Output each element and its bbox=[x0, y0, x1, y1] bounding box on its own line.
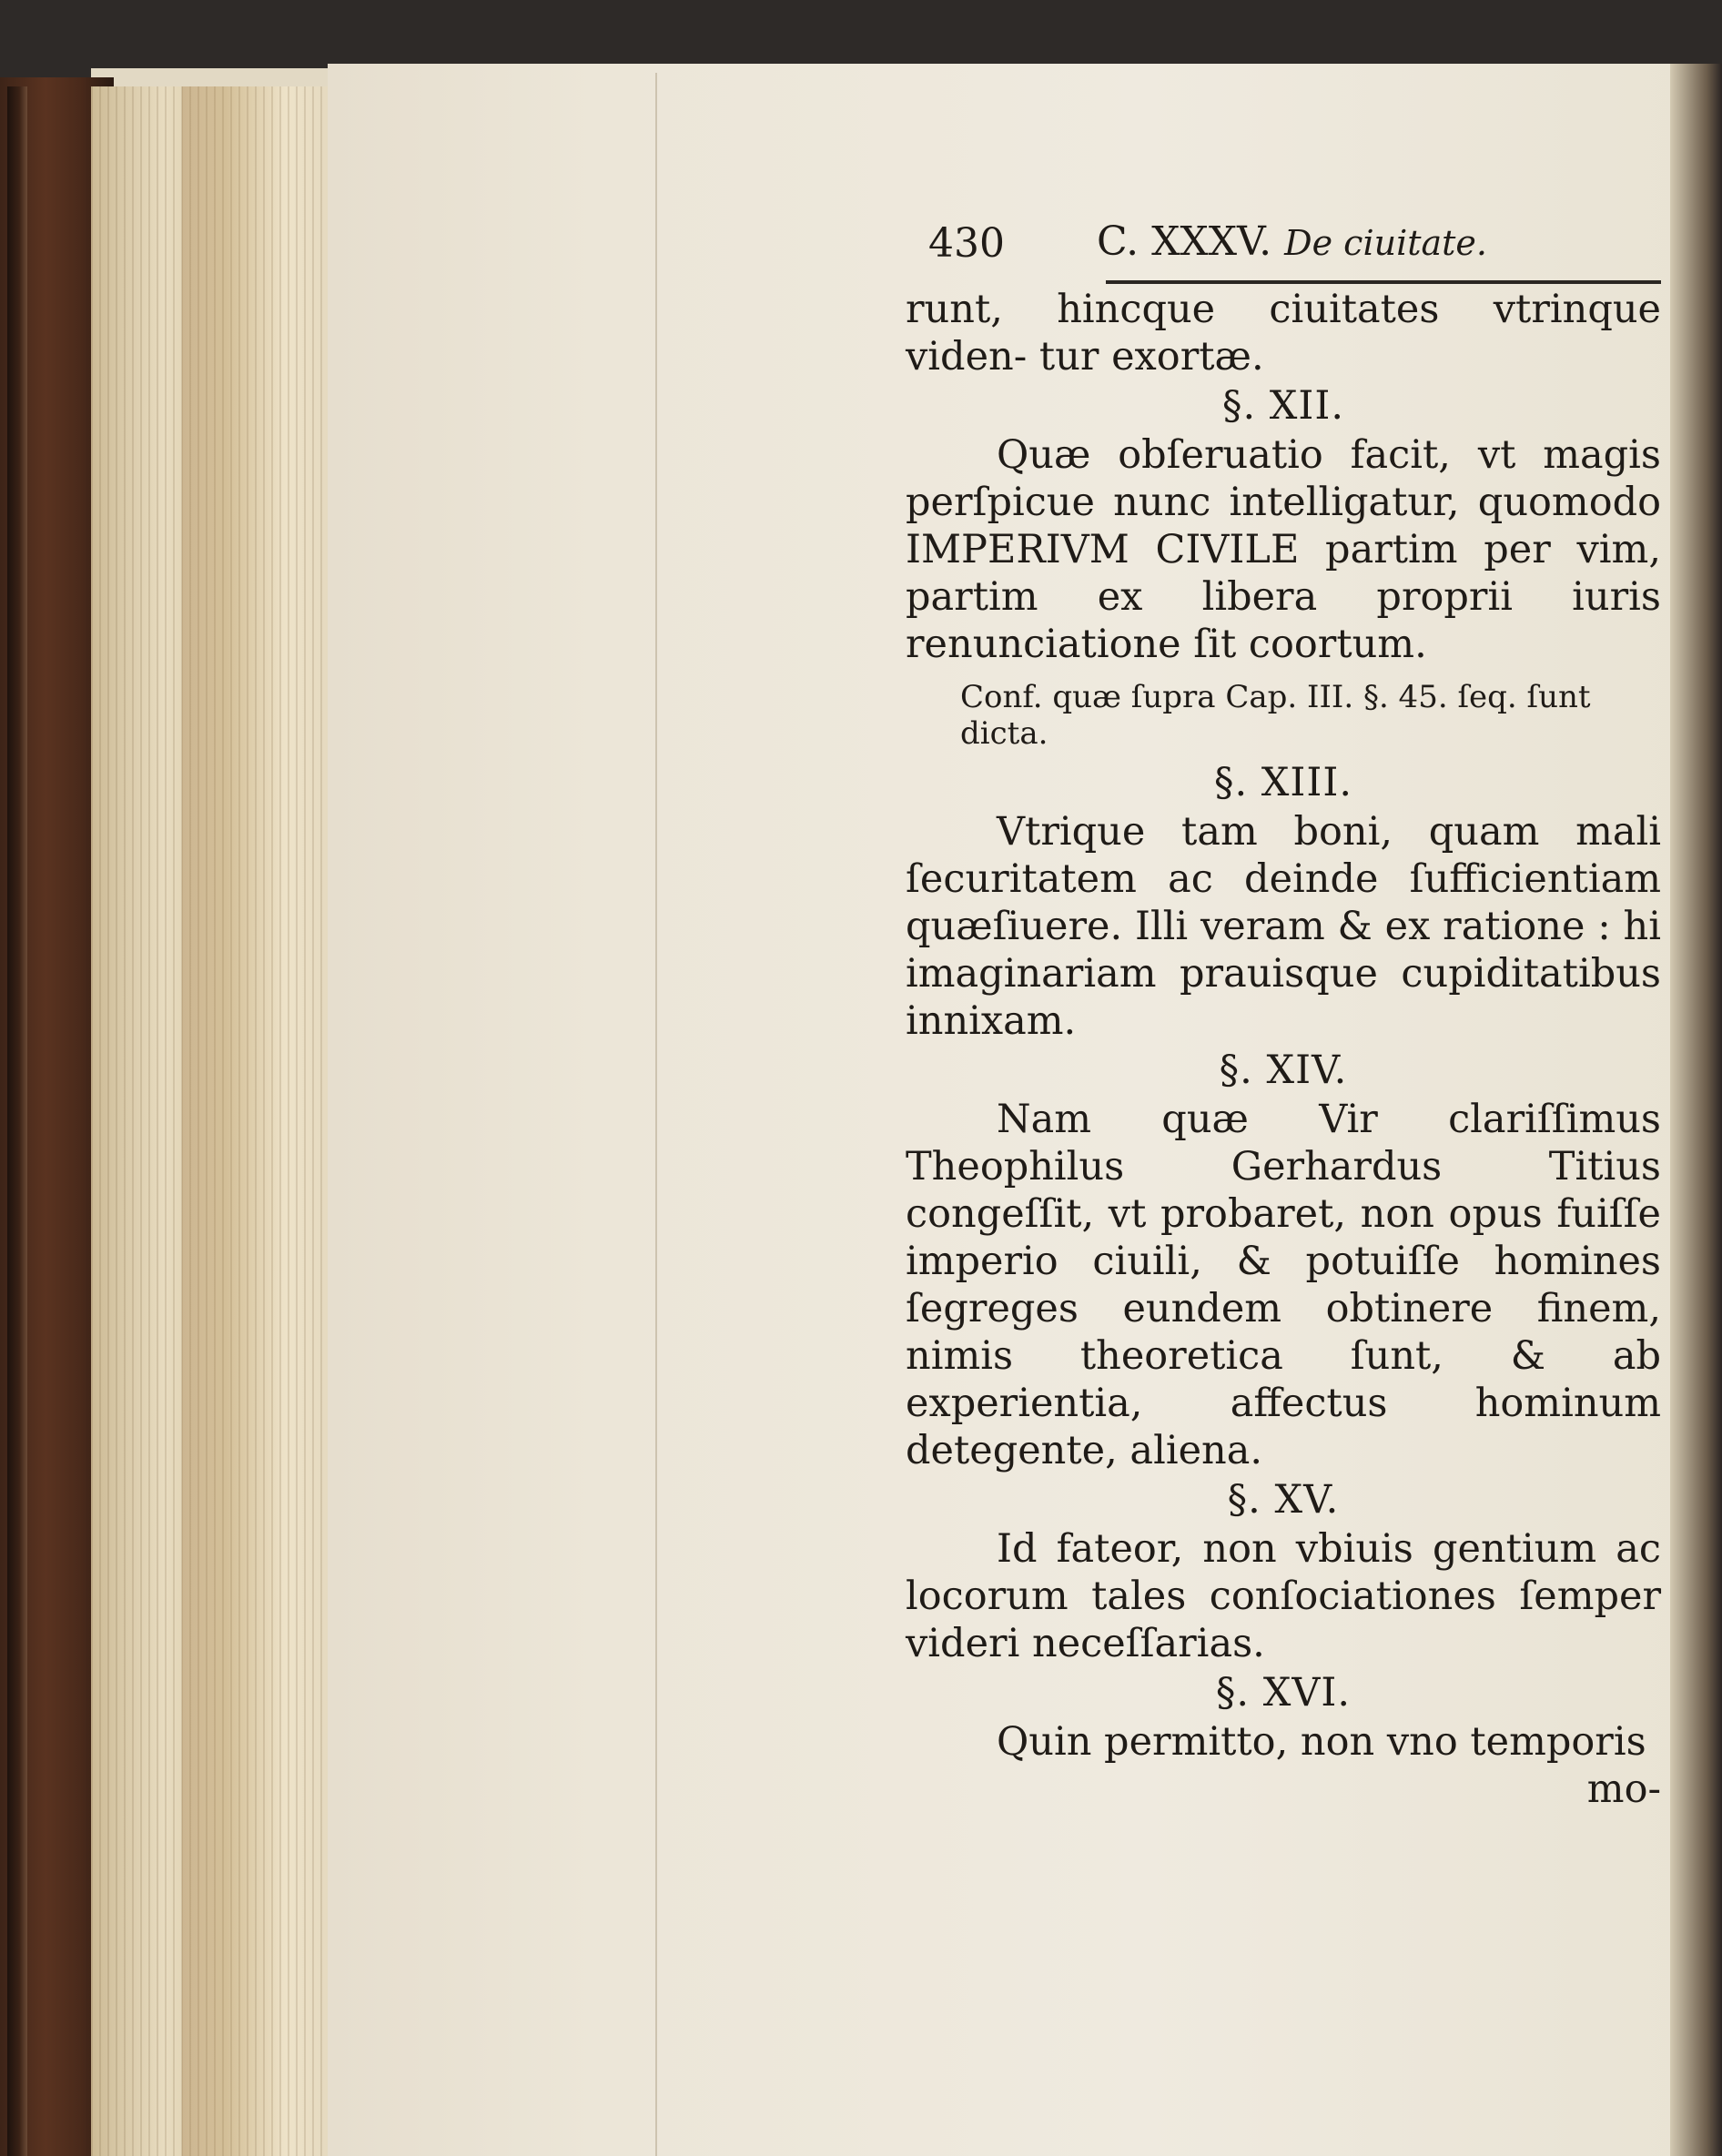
page-number: 430 bbox=[928, 220, 1005, 267]
paragraph-section-15: Id fateor, non vbiuis gentium ac locorum tales conſociationes ſemper videri neceſſarias. bbox=[906, 1526, 1661, 1666]
paragraph-section-16: Quin permitto, non vno temporis bbox=[997, 1719, 1646, 1765]
section-title-12: §. XII. bbox=[1221, 383, 1345, 429]
section-title-13: §. XIII. bbox=[1213, 760, 1353, 805]
section-title-16: §. XVI. bbox=[1215, 1670, 1352, 1716]
page-text bbox=[906, 209, 1661, 1813]
page-header bbox=[906, 209, 1661, 273]
gutter-crease bbox=[655, 73, 657, 2156]
running-head-chapter: C. XXXV. bbox=[1097, 218, 1272, 265]
paragraph-section-12: Quæ obſeruatio facit, vt magis perſpicue nunc intelligatur, quomodo IMPERIVM CIVILE partim per vim, partim ex libera proprii iuris renunciatione ſit coortum. bbox=[906, 432, 1661, 667]
paragraph-section-14: Nam quæ Vir clariſſimus Theophilus Gerhardus Titius congeſſit, vt probaret, non opus fuiſſe imperio ciuili, & potuiſſe homines ſegreges eundem obtinere finem, nimis theoretica ſunt, & ab experientia, affectus hominum detegente, aliena. bbox=[906, 1097, 1661, 1473]
cover-edge bbox=[7, 86, 27, 2156]
paragraph-continuation: runt, hincque ciuitates vtrinque viden- tur exortæ. bbox=[906, 287, 1661, 380]
page-edge-shadow bbox=[182, 86, 282, 2156]
running-head bbox=[1097, 218, 1487, 267]
section-title-14: §. XIV. bbox=[1219, 1048, 1348, 1093]
section-title-15: §. XV. bbox=[1227, 1477, 1340, 1523]
cross-reference-note: Conf. quæ ſupra Cap. III. §. 45. ſeq. ſunt dicta. bbox=[960, 679, 1591, 752]
running-head-title: De ciuitate. bbox=[1284, 223, 1487, 263]
paragraph-section-13: Vtrique tam boni, quam mali ſecuritatem ac deinde ſufficientiam quæſiuere. Illi veram & ex ratione : hi imaginariam prauisque cupiditatibus innixam. bbox=[906, 809, 1661, 1044]
header-rule bbox=[1106, 280, 1661, 284]
catchword: mo- bbox=[1586, 1766, 1661, 1812]
fore-edge-shadow bbox=[1670, 64, 1722, 2156]
